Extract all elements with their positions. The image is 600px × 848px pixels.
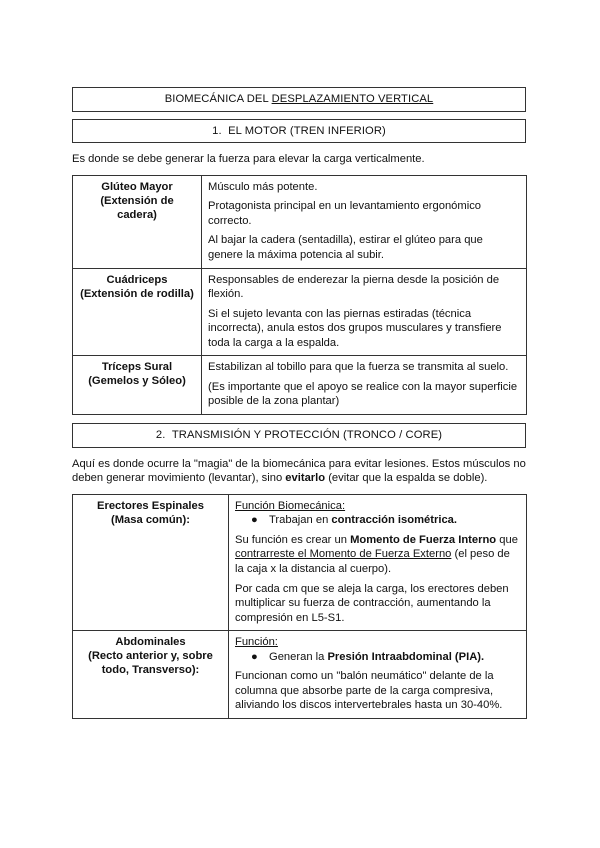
title-underlined: DESPLAZAMIENTO VERTICAL: [271, 93, 434, 105]
description-cell: [229, 494, 527, 631]
bullet-item: ● Generan la Presión Intraabdominal (PIA).: [251, 650, 485, 663]
section1-intro: Es donde se debe generar la fuerza para elevar la carga verticalmente.: [72, 153, 425, 166]
paragraph: Responsables de enderezar la pierna desde la posición de flexión.: [208, 273, 500, 301]
description-cell: [202, 356, 527, 415]
intro-text-after: (evitar que la espalda se doble).: [325, 472, 488, 485]
section1-heading: [72, 119, 526, 144]
function-label: Función Biomecánica:: [235, 499, 346, 512]
section1-heading-text: EL MOTOR (TREN INFERIOR): [228, 124, 386, 137]
intro-bold: evitarlo: [285, 472, 326, 485]
title-prefix: BIOMECÁNICA DEL: [164, 93, 272, 105]
description-cell: [202, 268, 527, 356]
paragraph: Funcionan como un "balón neumático" delante de la columna que absorbe parte de la carga compresiva, aliviando los discos intervertebrales hasta un 30-40%.: [235, 670, 503, 712]
section2-heading-text: TRANSMISIÓN Y PROTECCIÓN (TRONCO / CORE): [171, 429, 443, 441]
muscle-name: Cuádriceps: [106, 273, 168, 286]
muscle-name: Tríceps Sural: [101, 361, 173, 374]
paragraph: (Es importante que el apoyo se realice con la mayor superficie posible de la zona plantar): [208, 380, 518, 408]
muscle-name: Glúteo Mayor: [101, 180, 173, 193]
document-page: [72, 87, 526, 719]
section2-number: 2.: [155, 429, 166, 441]
muscle-sub: (Extensión de cadera): [100, 194, 174, 221]
paragraph: Por cada cm que se aleja la carga, los erectores deben multiplicar su fuerza de contracción, aumentando la compresión en L5-S1.: [235, 582, 509, 624]
muscle-sub: (Gemelos y Sóleo): [88, 375, 186, 388]
paragraph: Al bajar la cadera (sentadilla), estirar el glúteo para que genere la máxima potencia al subir.: [208, 234, 483, 261]
intro-text: Aquí es donde ocurre la "magia" de la biomecánica para evitar lesiones. Estos músculos no deben generar movimiento (levantar), sino: [72, 457, 526, 485]
section2-table: [72, 494, 527, 719]
table-row: [73, 631, 527, 719]
paragraph: Estabilizan al tobillo para que la fuerza se transmita al suelo.: [208, 361, 509, 374]
muscle-sub: (Recto anterior y, sobre todo, Transverso):: [88, 650, 213, 677]
muscle-cell: [73, 494, 229, 631]
bullet-icon: ●: [251, 514, 258, 527]
muscle-cell: [73, 175, 202, 268]
muscle-cell: [73, 268, 202, 356]
section1-number: 1.: [212, 124, 222, 137]
table-row: [73, 494, 527, 631]
paragraph: Músculo más potente.: [208, 180, 318, 193]
section2-intro: [72, 457, 526, 486]
bullet-item: ● Trabajan en contracción isométrica.: [251, 514, 457, 527]
bullet-icon: ●: [251, 650, 258, 663]
table-row: [73, 175, 527, 268]
muscle-cell: [73, 631, 229, 719]
section2-heading: [72, 423, 526, 448]
muscle-sub: (Extensión de rodilla): [80, 287, 194, 300]
muscle-sub: (Masa común):: [111, 513, 190, 526]
paragraph: Su función es crear un Momento de Fuerza Interno que contrarreste el Momento de Fuerza Externo (el peso de la caja x la distancia al cuerpo).: [235, 533, 518, 575]
section1-table: [72, 175, 527, 415]
description-cell: [229, 631, 527, 719]
table-row: [73, 268, 527, 356]
muscle-name: Abdominales: [115, 636, 186, 649]
table-row: [73, 356, 527, 415]
document-title: [72, 87, 526, 112]
description-cell: [202, 175, 527, 268]
paragraph: Protagonista principal en un levantamiento ergonómico correcto.: [208, 200, 482, 227]
muscle-cell: [73, 356, 202, 415]
paragraph: Si el sujeto levanta con las piernas estiradas (técnica incorrecta), anula estos dos grupos musculares y transfiere toda la carga a la espalda.: [208, 307, 502, 349]
muscle-name: Erectores Espinales: [97, 499, 204, 512]
function-label: Función:: [235, 636, 278, 649]
